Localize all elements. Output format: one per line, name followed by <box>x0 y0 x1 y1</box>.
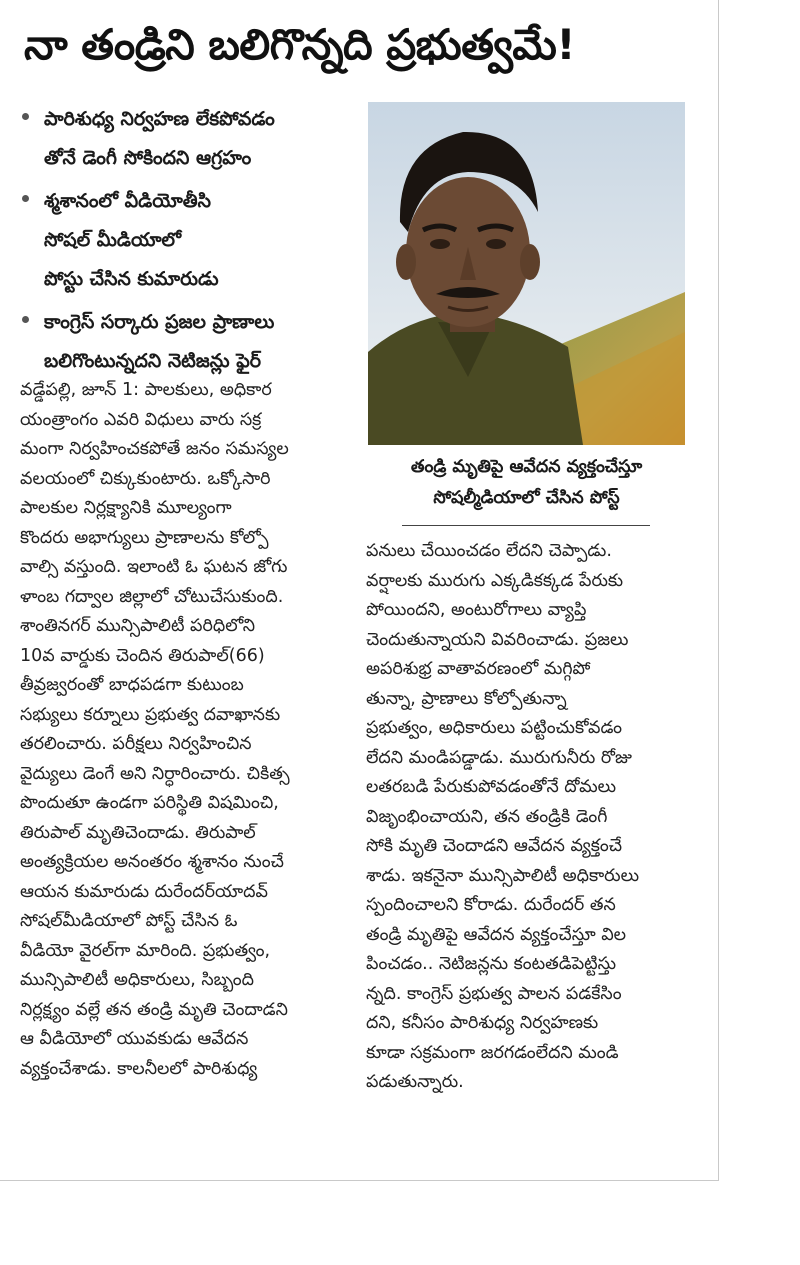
photo-ear-right <box>520 244 540 280</box>
article-text-line: దని, కనీసం పారిశుధ్య నిర్వహణకు <box>366 1013 599 1033</box>
article-text-line: శాడు. ఇకనైనా మున్సిపాలిటీ అధికారులు <box>366 865 640 886</box>
photo-eye-right <box>486 239 506 249</box>
article-column-left <box>20 376 360 1084</box>
article-text-line: కూడా సక్రమంగా జరగడంలేదని మండి <box>366 1042 619 1063</box>
article-text-line: తరలించారు. పరీక్షలు నిర్వహించిన <box>20 734 252 754</box>
article-text-line: వడ్డేపల్లి, జూన్ 1: పాలకులు, అధికార <box>20 380 272 400</box>
article-text-line: వర్షాలకు మురుగు ఎక్కడికక్కడ పేరుకు <box>366 570 624 591</box>
article-text-line: ప్రభుత్వం, అధికారులు పట్టించుకోవడం <box>366 718 623 738</box>
article-text-line: వాల్సి వస్తుంది. ఇలాంటి ఓ ఘటన జోగు <box>20 557 288 577</box>
article-text-line: యంత్రాంగం ఎవరి విధులు వారు సక్ర <box>20 409 262 430</box>
bullet-text-line: శ్మశానంలో వీడియోతీసి <box>44 190 211 212</box>
article-text-line: కొందరు అభాగ్యులు ప్రాణాలను కోల్పో <box>20 527 269 548</box>
article-text-line: ళాంబ గద్వాల జిల్లాలో చోటుచేసుకుంది. <box>20 586 284 607</box>
article-text-line: లేదని మండిపడ్డాడు. మురుగునీరు రోజు <box>366 747 632 768</box>
bullet-text-line: తోనే డెంగీ సోకిందని ఆగ్రహం <box>44 147 252 169</box>
article-text-line: పాలకుల నిర్లక్ష్యానికి మూల్యంగా <box>20 498 232 518</box>
article-text-line: పొందుతూ ఉండగా పరిస్థితి విషమించి, <box>20 793 279 813</box>
bullet-text-line: బలిగొంటున్నదని నెటిజన్లు ఫైర్ <box>44 350 262 372</box>
article-text-line: శాంతినగర్ మున్సిపాలిటీ పరిధిలోని <box>20 616 256 636</box>
bullet-item <box>20 303 360 381</box>
article-text-line: తిరుపాల్ మృతిచెందాడు. తిరుపాల్ <box>20 822 256 843</box>
photo-ear-left <box>396 244 416 280</box>
caption-line: సోషల్మీడియాలో చేసిన పోస్ట్ <box>433 488 620 508</box>
article-text-line: 10వ వార్డుకు చెందిన తిరుపాల్(66) <box>20 645 265 666</box>
article-text-line: మంగా నిర్వహించకపోతే జనం సమస్యల <box>20 439 289 459</box>
article-text-line: సోషల్‌మీడియాలో పోస్ట్ చేసిన ఓ <box>20 911 238 931</box>
article-text-line: న్నది. కాంగ్రెస్ ప్రభుత్వ పాలన పడకేసిం <box>366 983 622 1004</box>
article-text-line: సోకి మృతి చెందాడని ఆవేదన వ్యక్తంచే <box>366 836 623 856</box>
article-text-line: అపరిశుభ్ర వాతావరణంలో మగ్గిపో <box>366 659 591 679</box>
bullet-text-line: సోషల్ మీడియాలో <box>44 229 182 251</box>
article-text-line: వీడియో వైరల్‌గా మారింది. ప్రభుత్వం, <box>20 940 271 961</box>
bullet-dot-icon <box>22 113 29 120</box>
photo-man-portrait <box>368 102 685 445</box>
article-text-line: పోయిందని, అంటురోగాలు వ్యాప్తి <box>366 600 587 620</box>
bullet-item <box>20 100 360 178</box>
article-text-line: తున్నా, ప్రాణాలు కోల్పోతున్నా <box>366 688 567 709</box>
article-text-line: వైద్యులు డెంగే అని నిర్ధారించారు. చికిత్స <box>20 763 290 784</box>
article-text-line: ఆయన కుమారుడు దురేందర్‌యాదవ్ <box>20 881 268 902</box>
article-column-right <box>366 537 696 1098</box>
article-text-line: అంత్యక్రియల అనంతరం శ్మశానం నుంచే <box>20 852 284 872</box>
bullet-item <box>20 182 360 299</box>
highlight-bullets <box>20 100 360 385</box>
article-text-line: స్పందించాలని కోరాడు. దురేందర్ తన <box>366 895 616 915</box>
article-text-line: పించడం.. నెటిజన్లను కంటతడిపెట్టిస్తు <box>366 954 617 974</box>
bullet-dot-icon <box>22 316 29 323</box>
article-text-line: ఆ వీడియోలో యువకుడు ఆవేదన <box>20 1029 249 1049</box>
article-text-line: వ్యక్తంచేశాడు. కాలనీలలో పారిశుధ్య <box>20 1058 258 1079</box>
news-photo <box>368 102 685 445</box>
article-text-line: తండ్రి మృతిపై ఆవేదన వ్యక్తంచేస్తూ విల <box>366 924 627 945</box>
article-text-line: పనులు చేయించడం లేదని చెప్పాడు. <box>366 541 612 561</box>
photo-caption <box>370 452 683 514</box>
caption-line: తండ్రి మృతిపై ఆవేదన వ్యక్తంచేస్తూ <box>410 457 643 477</box>
article-text-line: విజృంభించాయని, తన తండ్రికి డెంగీ <box>366 806 608 827</box>
article-text-line: వలయంలో చిక్కుకుంటారు. ఒక్కోసారి <box>20 468 271 489</box>
bullet-dot-icon <box>22 195 29 202</box>
article-text-line: పడుతున్నారు. <box>366 1072 464 1092</box>
article-text-line: సభ్యులు కర్నూలు ప్రభుత్వ దవాఖానకు <box>20 704 281 725</box>
article-text-line: మున్సిపాలిటీ అధికారులు, సిబ్బంది <box>20 970 254 990</box>
caption-divider <box>402 525 650 526</box>
bullet-text-line: పోస్టు చేసిన కుమారుడు <box>44 268 219 290</box>
article-text-line: లతరబడి పేరుకుపోవడంతోనే దోమలు <box>366 777 617 797</box>
article-text-line: నిర్లక్ష్యం వల్లే తన తండ్రి మృతి చెందాడని <box>20 999 288 1020</box>
bullet-text-line: పారిశుధ్య నిర్వహణ లేకపోవడం <box>44 108 275 130</box>
article-text-line: తీవ్రజ్వరంతో బాధపడగా కుటుంబ <box>20 675 244 695</box>
photo-eye-left <box>430 239 450 249</box>
bullet-text-line: కాంగ్రెస్ సర్కారు ప్రజల ప్రాణాలు <box>44 311 275 333</box>
article-text-line: చెందుతున్నాయని వివరించాడు. ప్రజలు <box>366 629 629 650</box>
headline: నా తండ్రిని బలిగొన్నది ప్రభుత్వమే! <box>24 20 576 69</box>
